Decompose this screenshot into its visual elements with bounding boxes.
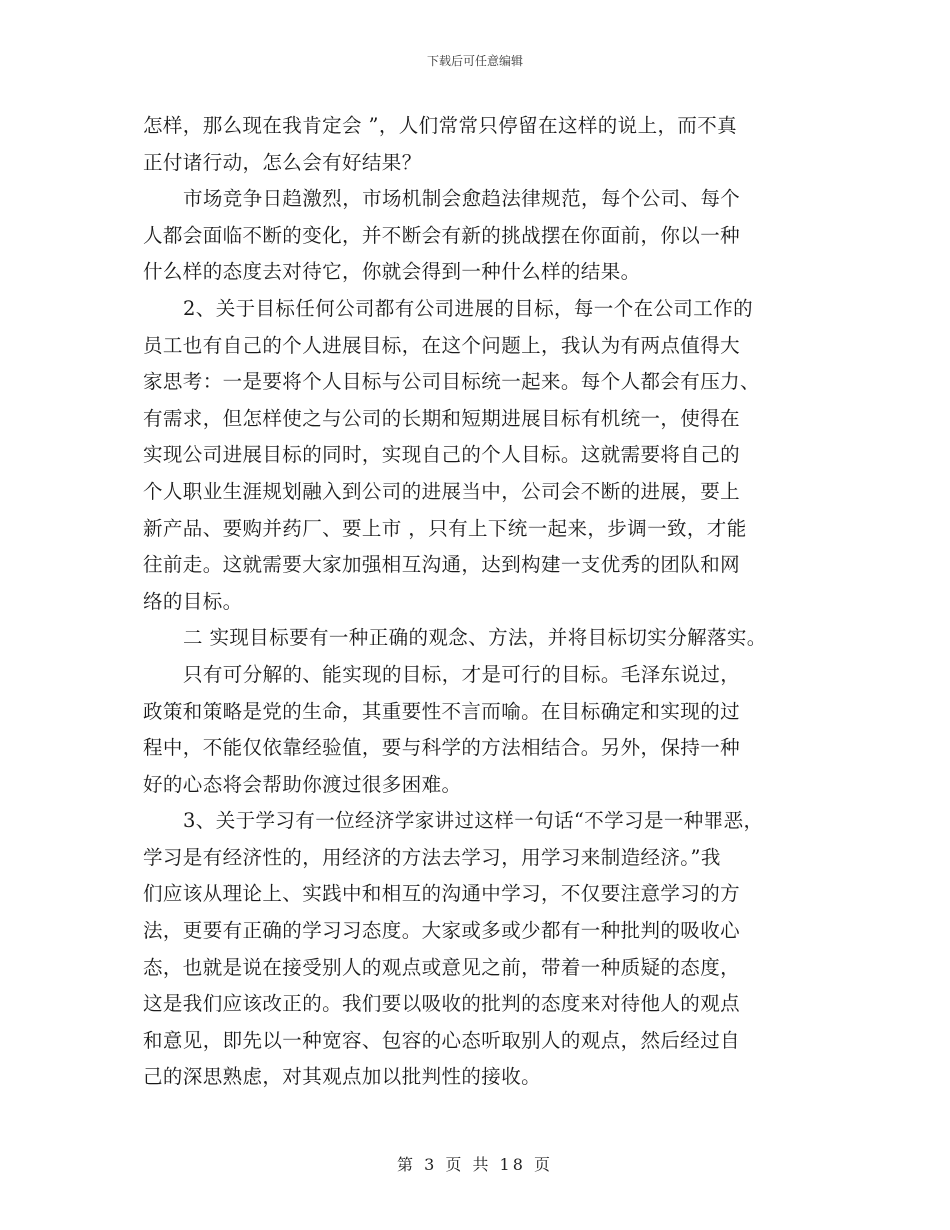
body-line: 态，也就是说在接受别人的观点或意见之前，带着一种质疑的态度， [143,955,741,979]
body-line: 什么样的态度去对待它，你就会得到一种什么样的结果。 [143,260,641,284]
body-line: 这是我们应该改正的。我们要以吸收的批判的态度来对待他人的观点 [143,992,741,1016]
page-number-footer: 第 3 页 共 18 页 [397,1155,553,1174]
body-line: 新产品、要购并药厂、要上市 ，只有上下统一起来，步调一致，才能 [143,516,747,540]
document-body [143,108,833,1096]
body-line: 有需求，但怎样使之与公司的长期和短期进展目标有机统一，使得在 [143,406,741,430]
body-line: 正付诸行动，怎么会有好结果？ [143,150,422,174]
body-line: 程中，不能仅依靠经验值，要与科学的方法相结合。另外，保持一种 [143,736,741,760]
body-line: 们应该从理论上、实践中和相互的沟通中学习，不仅要注意学习的方 [143,882,741,906]
body-line: 2、关于目标任何公司都有公司进展的目标，每一个在公司工作的 [183,296,754,320]
body-line: 家思考：一是要将个人目标与公司目标统一起来。每个人都会有压力、 [143,370,760,394]
body-line: 员工也有自己的个人进展目标，在这个问题上，我认为有两点值得大 [143,333,741,357]
body-line: 个人职业生涯规划融入到公司的进展当中，公司会不断的进展，要上 [143,479,741,503]
body-line: 人都会面临不断的变化，并不断会有新的挑战摆在你面前，你以一种 [143,223,741,247]
body-line: 法，更要有正确的学习习态度。大家或多或少都有一种批判的吸收心 [143,919,741,943]
body-line: 己的深思熟虑，对其观点加以批判性的接收。 [143,1065,542,1089]
body-line: 实现公司进展目标的同时，实现自己的个人目标。这就需要将自己的 [143,443,741,467]
body-line: 市场竞争日趋激烈，市场机制会愈趋法律规范，每个公司、每个 [183,187,741,211]
body-line: 好的心态将会帮助你渡过很多困难。 [143,772,462,796]
body-line: 二 实现目标要有一种正确的观念、方法，并将目标切实分解落实。 [183,626,767,650]
page-header: 下载后可任意编辑 [426,54,523,68]
body-line: 3、关于学习有一位经济学家讲过这样一句话“不学习是一种罪恶， [183,809,764,833]
body-line: 只有可分解的、能实现的目标，才是可行的目标。毛泽东说过， [183,662,741,686]
body-line: 往前走。这就需要大家加强相互沟通，达到构建一支优秀的团队和网 [143,553,741,577]
body-line: 和意见，即先以一种宽容、包容的心态听取别人的观点，然后经过自 [143,1028,741,1052]
body-line: 学习是有经济性的，用经济的方法去学习，用学习来制造经济。”我 [143,845,721,869]
body-line: 政策和策略是党的生命，其重要性不言而喻。在目标确定和实现的过 [143,699,741,723]
body-line: 怎样，那么现在我肯定会 ”，人们常常只停留在这样的说上，而不真 [143,114,738,137]
body-line: 络的目标。 [143,589,243,613]
